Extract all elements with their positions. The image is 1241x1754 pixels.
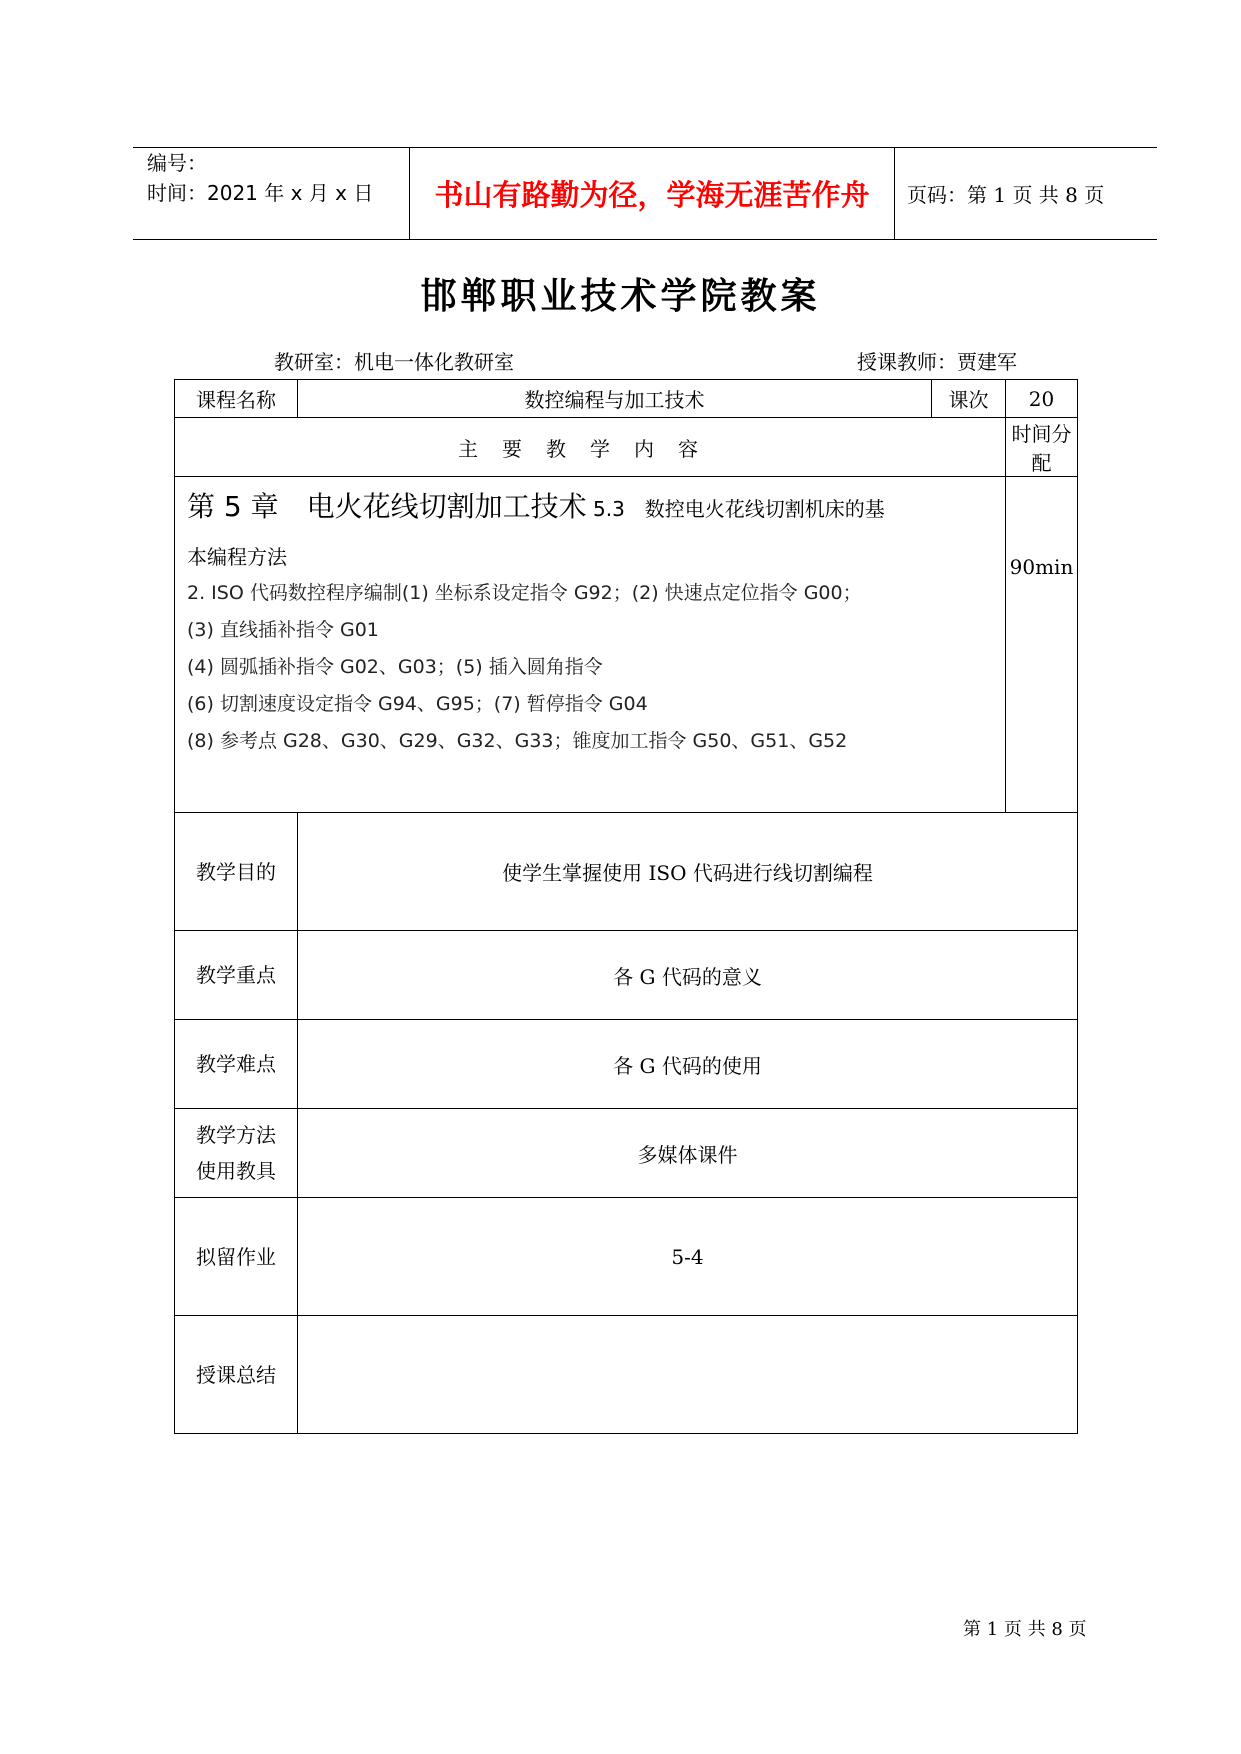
header-meta: [133, 148, 410, 240]
method-row: [175, 1109, 1078, 1198]
summary-value: [298, 1316, 1078, 1434]
chapter-main: 第 5 章 电火花线切割加工技术: [187, 490, 587, 523]
objective-row: [175, 813, 1078, 931]
motto: 书山有路勤为径，学海无涯苦作舟: [410, 148, 895, 240]
difficulty-row: [175, 1020, 1078, 1109]
content-header-text: 主要教学内容: [458, 436, 722, 461]
method-label-line2: 使用教具: [196, 1159, 276, 1183]
content-item: (4) 圆弧插补指令 G02、G03；(5) 插入圆角指令: [187, 656, 603, 678]
document-title: 邯郸职业技术学院教案: [420, 276, 821, 317]
course-row: [175, 380, 1078, 418]
content-header-row: [175, 418, 1078, 477]
teacher: 授课教师：贾建军: [857, 350, 1017, 374]
key-point-row: [175, 931, 1078, 1020]
lesson-label: 课次: [932, 380, 1006, 418]
lesson-value: 20: [1006, 380, 1078, 418]
difficulty-value: 各 G 代码的使用: [298, 1020, 1078, 1109]
time-header: 时间分配: [1006, 418, 1078, 477]
summary-row: [175, 1316, 1078, 1434]
time-label: 时间：2021 年 x 月 x 日: [147, 181, 374, 205]
chapter-subtitle: 本编程方法: [187, 545, 287, 569]
content-item: (6) 切割速度设定指令 G94、G95；(7) 暂停指令 G04: [187, 693, 648, 715]
chapter-heading: [187, 485, 993, 531]
key-point-label: 教学重点: [175, 931, 298, 1020]
difficulty-label: 教学难点: [175, 1020, 298, 1109]
summary-label: 授课总结: [175, 1316, 298, 1434]
page-footer: 第 1 页 共 8 页: [963, 1619, 1087, 1640]
objective-label: 教学目的: [175, 813, 298, 931]
course-label: 课程名称: [175, 380, 298, 418]
department: 教研室：机电一体化教研室: [274, 350, 514, 374]
content-row: [175, 477, 1078, 813]
content-item: (8) 参考点 G28、G30、G29、G32、G33；锥度加工指令 G50、G51、G52: [187, 730, 848, 752]
homework-label: 拟留作业: [175, 1198, 298, 1316]
method-value: 多媒体课件: [298, 1109, 1078, 1198]
header-band: [133, 147, 1157, 240]
content-item: 2. ISO 代码数控程序编制(1) 坐标系设定指令 G92；(2) 快速点定位指令 G00；: [187, 582, 862, 604]
number-label: 编号：: [147, 151, 207, 175]
method-label: [175, 1109, 298, 1198]
content-header: [175, 418, 1006, 477]
method-label-line1: 教学方法: [196, 1123, 276, 1147]
chapter-sub: 5.3 数控电火花线切割机床的基: [586, 497, 885, 521]
key-point-value: 各 G 代码的意义: [298, 931, 1078, 1020]
time-value: 90min: [1006, 477, 1078, 813]
objective-value: 使学生掌握使用 ISO 代码进行线切割编程: [298, 813, 1078, 931]
page-label: 页码：第 1 页 共 8 页: [907, 183, 1105, 207]
content-item: (3) 直线插补指令 G01: [187, 619, 379, 641]
course-value: 数控编程与加工技术: [298, 380, 932, 418]
homework-row: [175, 1198, 1078, 1316]
homework-value: 5-4: [298, 1198, 1078, 1316]
lesson-plan-table: [174, 379, 1078, 1434]
content-cell: [175, 477, 1006, 813]
